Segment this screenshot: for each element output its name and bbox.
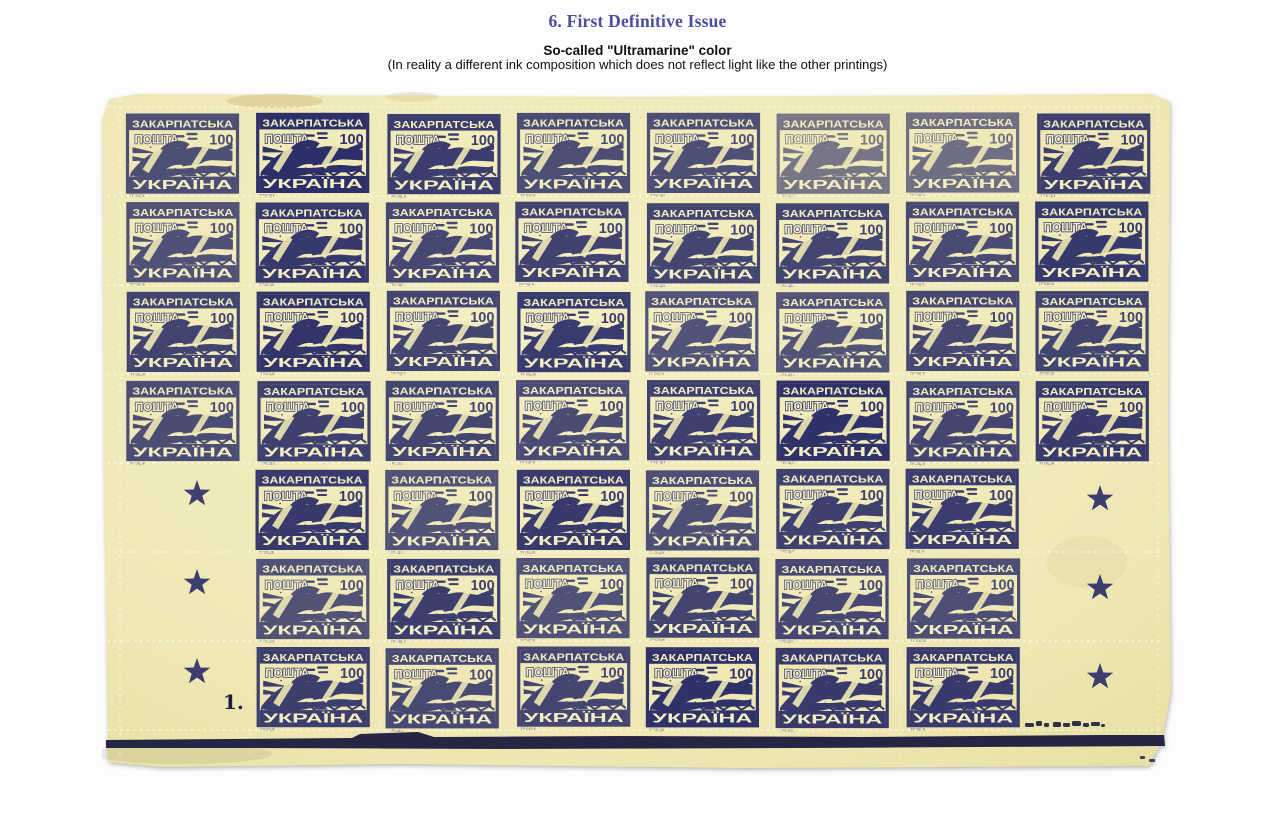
- stamp-sheet: [102, 92, 1172, 770]
- page-title: 6. First Definitive Issue: [548, 11, 727, 31]
- paper-stain: [1047, 536, 1127, 588]
- plate-number: 1.: [223, 690, 244, 714]
- page-note: (In reality a different ink composition which does not reflect light like the other printings): [387, 57, 888, 72]
- paper-stain: [386, 92, 438, 102]
- page-subtitle: So-called "Ultramarine" color: [543, 43, 732, 58]
- paper-stain: [227, 94, 323, 108]
